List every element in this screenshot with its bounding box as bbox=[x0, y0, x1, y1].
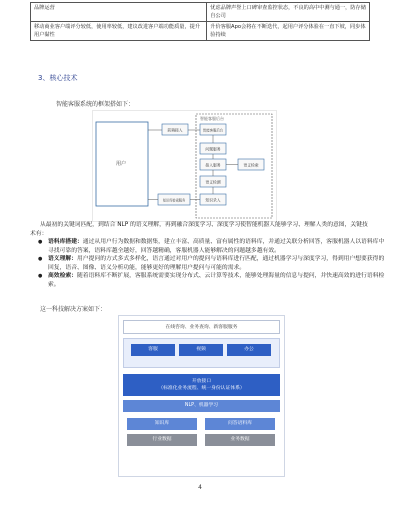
svg-text:问题服务: 问题服务 bbox=[205, 146, 221, 152]
table-cell: 升价客服Apo会将在不断迭代，起用户评分体验在一直下坡，同步体验持续 bbox=[207, 22, 370, 41]
solution-diagram bbox=[118, 315, 285, 477]
figure-caption-2: 这一科技解决方案如下： bbox=[40, 306, 107, 313]
risk-table bbox=[30, 2, 370, 41]
channel-office: 办公 bbox=[227, 344, 271, 356]
channel-video: 视频 bbox=[179, 344, 223, 356]
svg-text:语义检索: 语义检索 bbox=[243, 162, 259, 168]
svg-text:语义检测: 语义检测 bbox=[205, 179, 221, 185]
channel-service: 客服 bbox=[131, 344, 175, 356]
page-number: 4 bbox=[198, 484, 202, 491]
svg-text:接入服务: 接入服务 bbox=[205, 162, 221, 168]
open-interface: 开放接口 （标准化业务流程、统一身份认证体系） bbox=[123, 374, 280, 396]
section-heading: 3、核心技术 bbox=[38, 74, 78, 82]
table-cell: 移动商业客户端评分较低，使用率较低，建议改进客户端功能质量，提升用户黏性 bbox=[31, 22, 207, 41]
body-paragraph: 从最初的关键词匹配，到结合 NLP 的语义理解，再到融合深度学习、深度学习使智能机器人能够学习、理解人类的意图，关键技术有： bbox=[30, 222, 368, 237]
figure-caption: 智能客服系统的框架搭如下： bbox=[56, 101, 135, 108]
svg-text:智能客服后台: 智能客服后台 bbox=[202, 128, 224, 133]
nlp-layer: NLP、机器学习 bbox=[123, 400, 280, 412]
industry-data: 行业数据 bbox=[127, 434, 197, 446]
knowledge-base: 知识库 bbox=[127, 418, 197, 430]
qa-corpus: 问答语料库 bbox=[205, 418, 275, 430]
list-item: ● 语义理解：用户提问的方式多式多样化，语言通过对用户的提问与语料库进行匹配，通过机器学习与深度学习，得到用户想要获得的回复，语音、图像、语义分析功能，能够更好的理解用户提问与可能的需求。 bbox=[48, 255, 388, 272]
table-cell: 品牌运营 bbox=[31, 3, 207, 22]
svg-text:前端接入: 前端接入 bbox=[167, 127, 183, 133]
service-scope: 在线咨询、业务查询、新客服服务 bbox=[123, 320, 280, 334]
svg-text:知识库检索服务: 知识库检索服务 bbox=[162, 198, 186, 203]
business-data: 业务数据 bbox=[205, 434, 275, 446]
user-label: 用户 bbox=[116, 161, 127, 167]
container-label: 智能客服后台 bbox=[200, 116, 224, 121]
table-row bbox=[31, 3, 370, 22]
table-cell: 忧虑品牌声誉上口碑审查监控状态，不良的高中中测与通一，防存储自公司 bbox=[207, 3, 370, 22]
key-tech-list bbox=[30, 238, 388, 290]
table-row bbox=[31, 22, 370, 41]
svg-text:知识录入: 知识录入 bbox=[205, 197, 221, 203]
list-item: ● 高效检索：随着语料库不断扩展，客服系统需要实现分布式、云计算等技术，能够处理海量的信息与提问，并快速高效的进行语料检索。 bbox=[48, 272, 388, 289]
list-item: ● 语料库搭建：通过从用户行为数据和数据集，建立丰富、高质量、富有属性的语料库，并通过关联分析回答，客服机器人以语料库中寻找可靠的答案，语料库越全越好，回答越精确，客服机器人能够解决的问题越多越有效。 bbox=[48, 238, 388, 255]
architecture-diagram bbox=[92, 110, 277, 222]
